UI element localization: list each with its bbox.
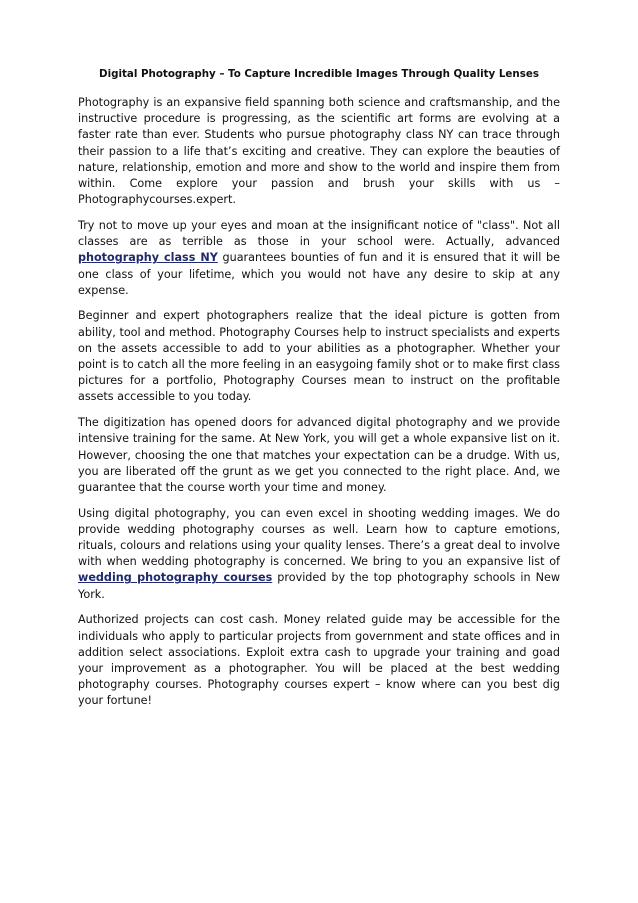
photography-class-ny-link[interactable]: photography class NY <box>78 251 218 265</box>
wedding-photography-courses-link[interactable]: wedding photography courses <box>78 571 273 585</box>
paragraph-digitization: The digitization has opened doors for advanced digital photography and we provide intensive training for the same. At New York, you will get a whole expansive list on it. However, choosing the one that matches your expectation can be a drudge. With us, you are liberated off the grunt as we get you connected to the right place. And, we guarantee that the course worth your time and money. <box>78 416 560 494</box>
paragraph-text: provided by the top photography schools in New York. <box>78 571 560 601</box>
paragraph-classes <box>78 218 560 299</box>
paragraph-beginner-expert: Beginner and expert photographers realize that the ideal picture is gotten from ability, tool and method. Photography Courses help to instruct specialists and experts on the assets accessible to add to your abilities as a photographer. Whether your point is to catch all the more feeling in an easygoing family shot or to make first class pictures for a portfolio, Photography Courses mean to instruct on the profitable assets accessible to you today. <box>78 309 560 404</box>
paragraph-funding: Authorized projects can cost cash. Money related guide may be accessible for the individuals who apply to particular projects from government and state offices and in addition select associations. Exploit extra cash to upgrade your training and goad your improvement as a photographer. You will be placed at the best wedding photography courses. Photography courses expert – know where can you best dig your fortune! <box>78 613 560 708</box>
document-title: Digital Photography – To Capture Incredible Images Through Quality Lenses <box>99 68 539 80</box>
paragraph-text: Try not to move up your eyes and moan at the insignificant notice of "class". Not all classes are as terrible as those in your school were. Actually, advanced <box>78 218 560 249</box>
paragraph-text: guarantees bounties of fun and it is ensured that it will be one class of your lifetime, which you would not have any desire to skip at any expense. <box>78 251 560 297</box>
document-page <box>78 67 560 719</box>
paragraph-wedding <box>78 506 560 603</box>
paragraph-intro: Photography is an expansive field spanning both science and craftsmanship, and the instructive procedure is progressing, as the scientific art forms are evolving at a faster rate than ever. Students who pursue photography class NY can trace through their passion to a life that’s exciting and creative. They can explore the beauties of nature, relationship, emotion and more and show to the world and inspire them from within. Come explore your passion and brush your skills with us – Photographycourses.expert. <box>78 96 560 207</box>
paragraph-text: Using digital photography, you can even excel in shooting wedding images. We do provide wedding photography courses as well. Learn how to capture emotions, rituals, colours and relations using your quality lenses. There’s a great deal to involve with when wedding photography is concerned. We bring to you an expansive list of <box>78 506 560 569</box>
